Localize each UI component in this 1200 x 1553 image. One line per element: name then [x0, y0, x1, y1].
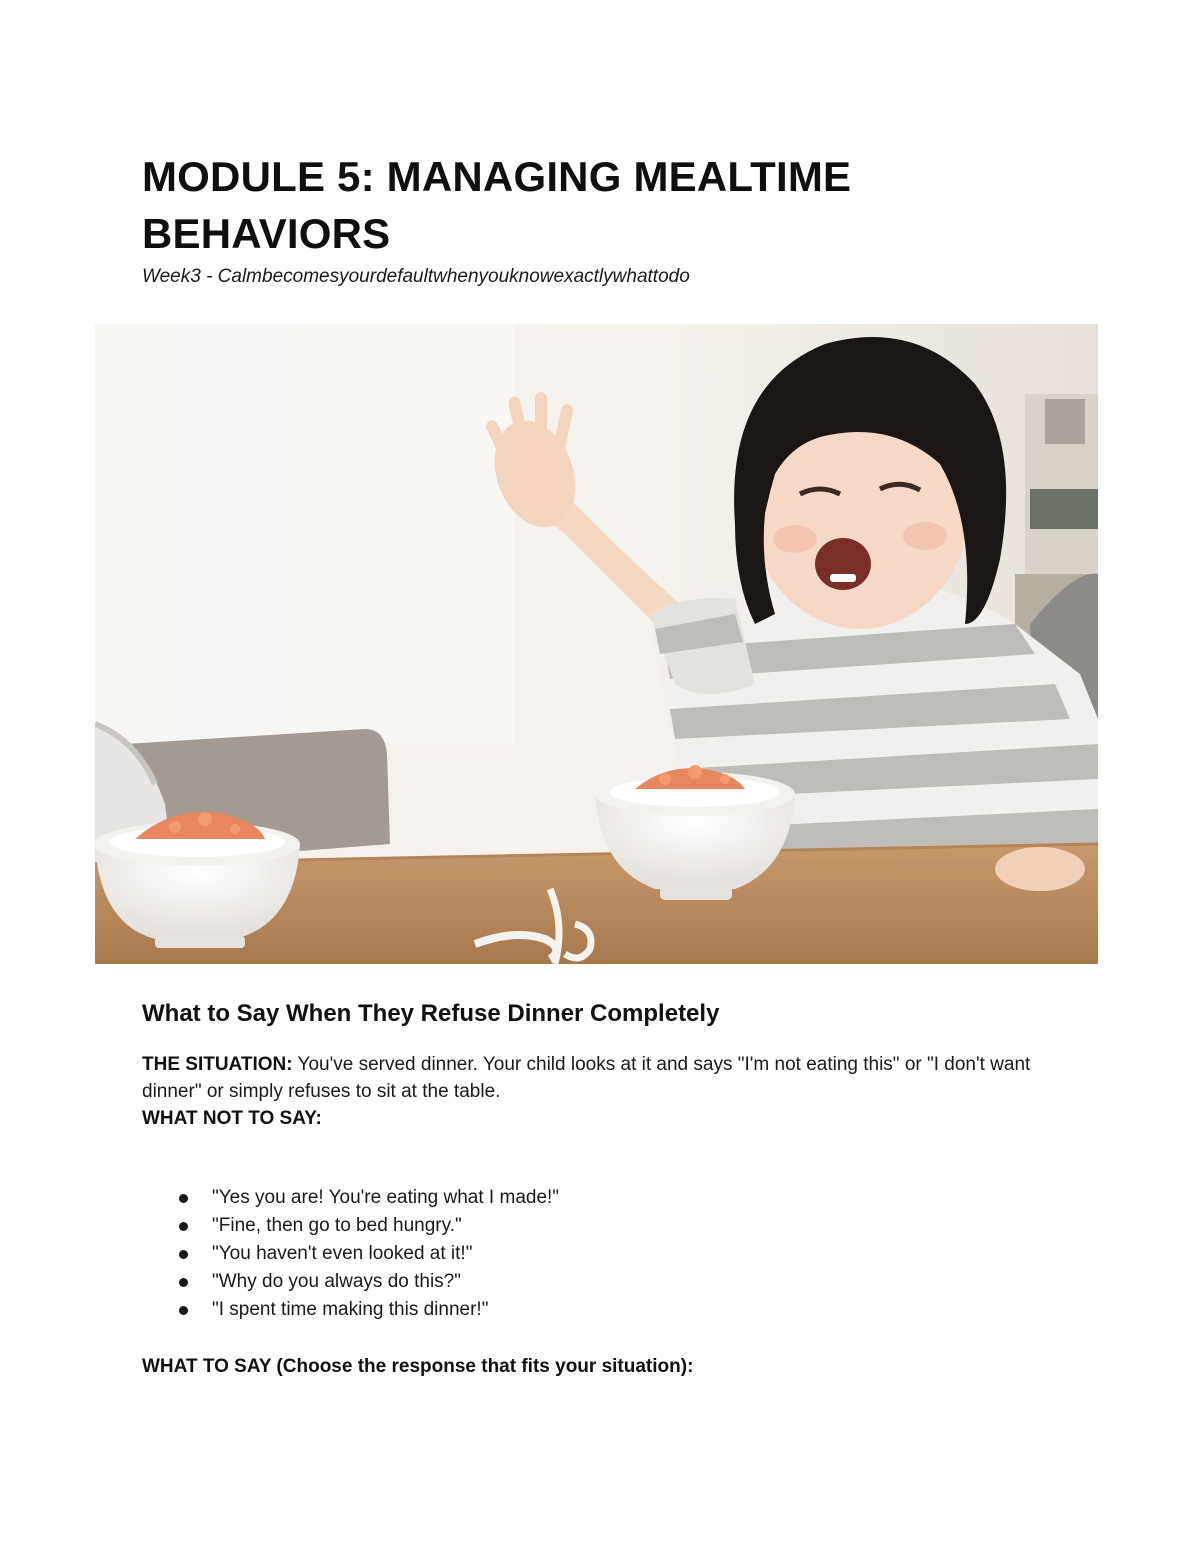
list-item-text: "I spent time making this dinner!"	[212, 1299, 489, 1320]
list-item-text: "Fine, then go to bed hungry."	[212, 1215, 462, 1236]
list-item-text: "Why do you always do this?"	[212, 1271, 461, 1292]
hero-photo	[95, 324, 1098, 964]
situation-label: THE SITUATION:	[142, 1054, 293, 1075]
section-heading: What to Say When They Refuse Dinner Completely	[142, 1000, 720, 1027]
situation-paragraph	[142, 1051, 1072, 1132]
page-title: MODULE 5: MANAGING MEALTIME BEHAVIORS	[142, 153, 852, 257]
crying-child-at-table-illustration	[95, 324, 1098, 964]
bullet-icon	[179, 1194, 188, 1203]
list-item-text: "Yes you are! You're eating what I made!"	[212, 1187, 560, 1208]
page-subtitle: Week3 - Calmbecomesyourdefaultwhenyouknowexactlywhattodo	[142, 266, 690, 287]
list-item	[142, 1296, 559, 1324]
situation-text: You've served dinner. Your child looks at it and says "I'm not eating this" or "I don't want dinner" or simply refuses to sit at the table.	[142, 1054, 1031, 1102]
bullet-icon	[179, 1306, 188, 1315]
what-not-to-say-label: WHAT NOT TO SAY:	[142, 1108, 322, 1129]
what-to-say-label: WHAT TO SAY (Choose the response that fits your situation):	[142, 1356, 694, 1377]
list-item	[142, 1240, 559, 1268]
list-item	[142, 1184, 559, 1212]
bullet-icon	[179, 1250, 188, 1259]
bullet-icon	[179, 1222, 188, 1231]
list-item-text: "You haven't even looked at it!"	[212, 1243, 473, 1264]
bullet-icon	[179, 1278, 188, 1287]
what-not-to-say-list	[142, 1184, 559, 1324]
list-item	[142, 1212, 559, 1240]
list-item	[142, 1268, 559, 1296]
